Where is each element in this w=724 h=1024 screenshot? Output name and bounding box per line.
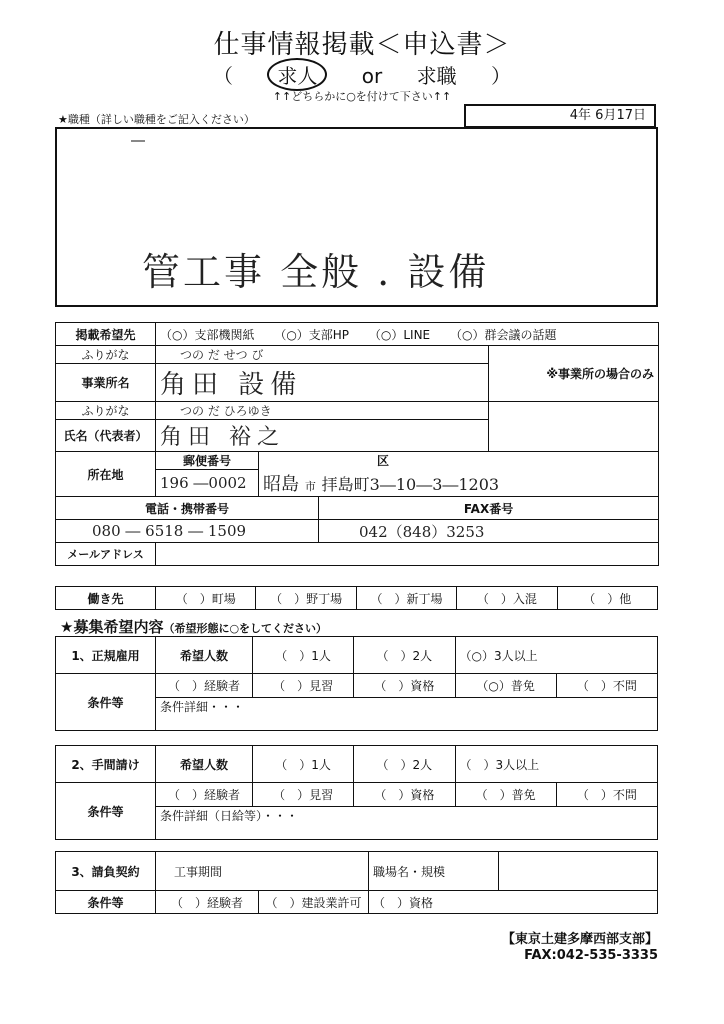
street-value: 拝島町3―10―3―1203 — [321, 474, 500, 494]
piecework-cond-apprentice[interactable]: （ ）見習 — [253, 783, 354, 807]
workplace-option-machiba[interactable]: （ ）町場 — [156, 587, 256, 610]
office-name-field[interactable]: 角田 設備 — [156, 364, 489, 402]
publish-option-newsletter[interactable]: （○）支部機関紙 — [160, 327, 255, 342]
email-field[interactable] — [156, 543, 659, 566]
office-name-label: 事業所名 — [56, 364, 156, 402]
contract-period-field[interactable]: 工事期間 — [156, 852, 369, 891]
regular-count-2[interactable]: （ ）2人 — [354, 637, 455, 674]
piecework-cond-license[interactable]: （ ）資格 — [354, 783, 455, 807]
contract-site-field[interactable] — [499, 852, 658, 891]
phone-label: 電話・携帯番号 — [56, 497, 319, 520]
selection-hint: ↑↑どちらかに○を付けて下さい↑↑ — [272, 90, 452, 103]
job-type-label: ★職種（詳しい職種をご記入ください） — [58, 113, 255, 126]
regular-count-3plus[interactable]: （○）3人以上 — [455, 637, 658, 674]
contract-label: 3、請負契約 — [56, 852, 156, 891]
city-value: 昭島 — [263, 473, 299, 495]
publish-label: 掲載希望先 — [56, 323, 156, 346]
office-furigana-label: ふりがな — [56, 346, 156, 364]
regular-count-label: 希望人数 — [156, 637, 253, 674]
option-kyushoku[interactable]: 求職 — [416, 64, 457, 88]
contract-cond-license[interactable]: （ ）資格 — [369, 891, 658, 914]
piecework-count-2[interactable]: （ ）2人 — [354, 746, 455, 783]
piecework-detail-field[interactable]: 条件詳細（日給等）・・・ — [156, 807, 658, 840]
workplace-option-nochoba[interactable]: （ ）野丁場 — [256, 587, 356, 610]
city-suffix: 市 — [304, 479, 316, 493]
rep-furigana-label: ふりがな — [56, 402, 156, 420]
workplace-option-other[interactable]: （ ）他 — [557, 587, 657, 610]
rep-name-label: 氏名（代表者） — [56, 420, 156, 452]
section-piecework-table — [55, 745, 658, 840]
workplace-label: 働き先 — [56, 587, 156, 610]
contract-cond-permit[interactable]: （ ）建設業許可 — [259, 891, 369, 914]
phone-field[interactable]: 080 ― 6518 ― 1509 — [56, 520, 319, 543]
applicant-info-table — [55, 322, 659, 566]
recruit-heading-note: （希望形態に○をしてください） — [163, 622, 328, 635]
publish-options — [156, 323, 659, 346]
workplace-option-irikon[interactable]: （ ）入混 — [457, 587, 557, 610]
publish-option-hp[interactable]: （○）支部HP — [274, 327, 350, 342]
regular-cond-experienced[interactable]: （ ）経験者 — [156, 674, 253, 698]
footer-fax: FAX:042-535-3335 — [524, 948, 658, 963]
contract-cond-experienced[interactable]: （ ）経験者 — [156, 891, 259, 914]
regular-cond-any[interactable]: （ ）不問 — [556, 674, 657, 698]
contract-cond-label: 条件等 — [56, 891, 156, 914]
paren-close: ） — [490, 64, 511, 88]
address-field[interactable] — [259, 470, 659, 497]
fax-label: FAX番号 — [319, 497, 659, 520]
email-label: メールアドレス — [56, 543, 156, 566]
publish-option-meeting[interactable]: （○）群会議の話題 — [449, 327, 557, 342]
type-selector — [0, 58, 724, 91]
piecework-count-3plus[interactable]: （ ）3人以上 — [455, 746, 658, 783]
regular-label: 1、正規雇用 — [56, 637, 156, 674]
regular-cond-label: 条件等 — [56, 674, 156, 731]
publish-option-line[interactable]: （○）LINE — [368, 327, 431, 342]
piecework-cond-driver[interactable]: （ ）普免 — [455, 783, 556, 807]
ward-label: 区 — [259, 452, 659, 470]
rep-name-field[interactable]: 角田 裕之 — [156, 420, 489, 452]
piecework-cond-experienced[interactable]: （ ）経験者 — [156, 783, 253, 807]
office-furigana-field[interactable]: つの だ せつ び — [156, 346, 489, 364]
piecework-count-label: 希望人数 — [156, 746, 253, 783]
job-type-value: 管工事 全般 . 設備 — [142, 250, 490, 294]
regular-cond-apprentice[interactable]: （ ）見習 — [253, 674, 354, 698]
contract-site-label: 職場名・規模 — [369, 852, 499, 891]
piecework-cond-label: 条件等 — [56, 783, 156, 840]
regular-cond-license[interactable]: （ ）資格 — [354, 674, 455, 698]
section-regular-table — [55, 636, 658, 731]
regular-detail-field[interactable]: 条件詳細・・・ — [156, 698, 658, 731]
or-text: or — [361, 64, 383, 88]
job-type-dash: ― — [131, 133, 145, 149]
rep-extra-cell — [489, 402, 659, 452]
address-label: 所在地 — [56, 452, 156, 497]
office-note: ※事業所の場合のみ — [489, 346, 659, 402]
recruit-heading-text: ★募集希望内容 — [60, 618, 164, 636]
recruit-heading — [60, 616, 327, 637]
piecework-count-1[interactable]: （ ）1人 — [253, 746, 354, 783]
regular-count-1[interactable]: （ ）1人 — [253, 637, 354, 674]
regular-cond-driver[interactable]: （○）普免 — [455, 674, 556, 698]
page-title: 仕事情報掲載＜申込書＞ — [213, 30, 511, 60]
workplace-table — [55, 586, 658, 610]
rep-furigana-field[interactable]: つの だ ひろゆき — [156, 402, 489, 420]
postal-field[interactable]: 196 ―0002 — [156, 470, 259, 497]
date-field[interactable]: 4年 6月17日 — [464, 104, 656, 128]
footer-org: 【東京土建多摩西部支部】 — [501, 932, 658, 947]
section-contract-table — [55, 851, 658, 914]
option-kyujin[interactable]: 求人 — [267, 58, 327, 91]
workplace-option-shinchoba[interactable]: （ ）新丁場 — [356, 587, 456, 610]
piecework-cond-any[interactable]: （ ）不問 — [556, 783, 657, 807]
piecework-label: 2、手間請け — [56, 746, 156, 783]
postal-label: 郵便番号 — [156, 452, 259, 470]
fax-field[interactable]: 042（848）3253 — [319, 520, 659, 543]
paren-open: （ — [213, 64, 234, 88]
job-type-box[interactable] — [55, 127, 658, 307]
